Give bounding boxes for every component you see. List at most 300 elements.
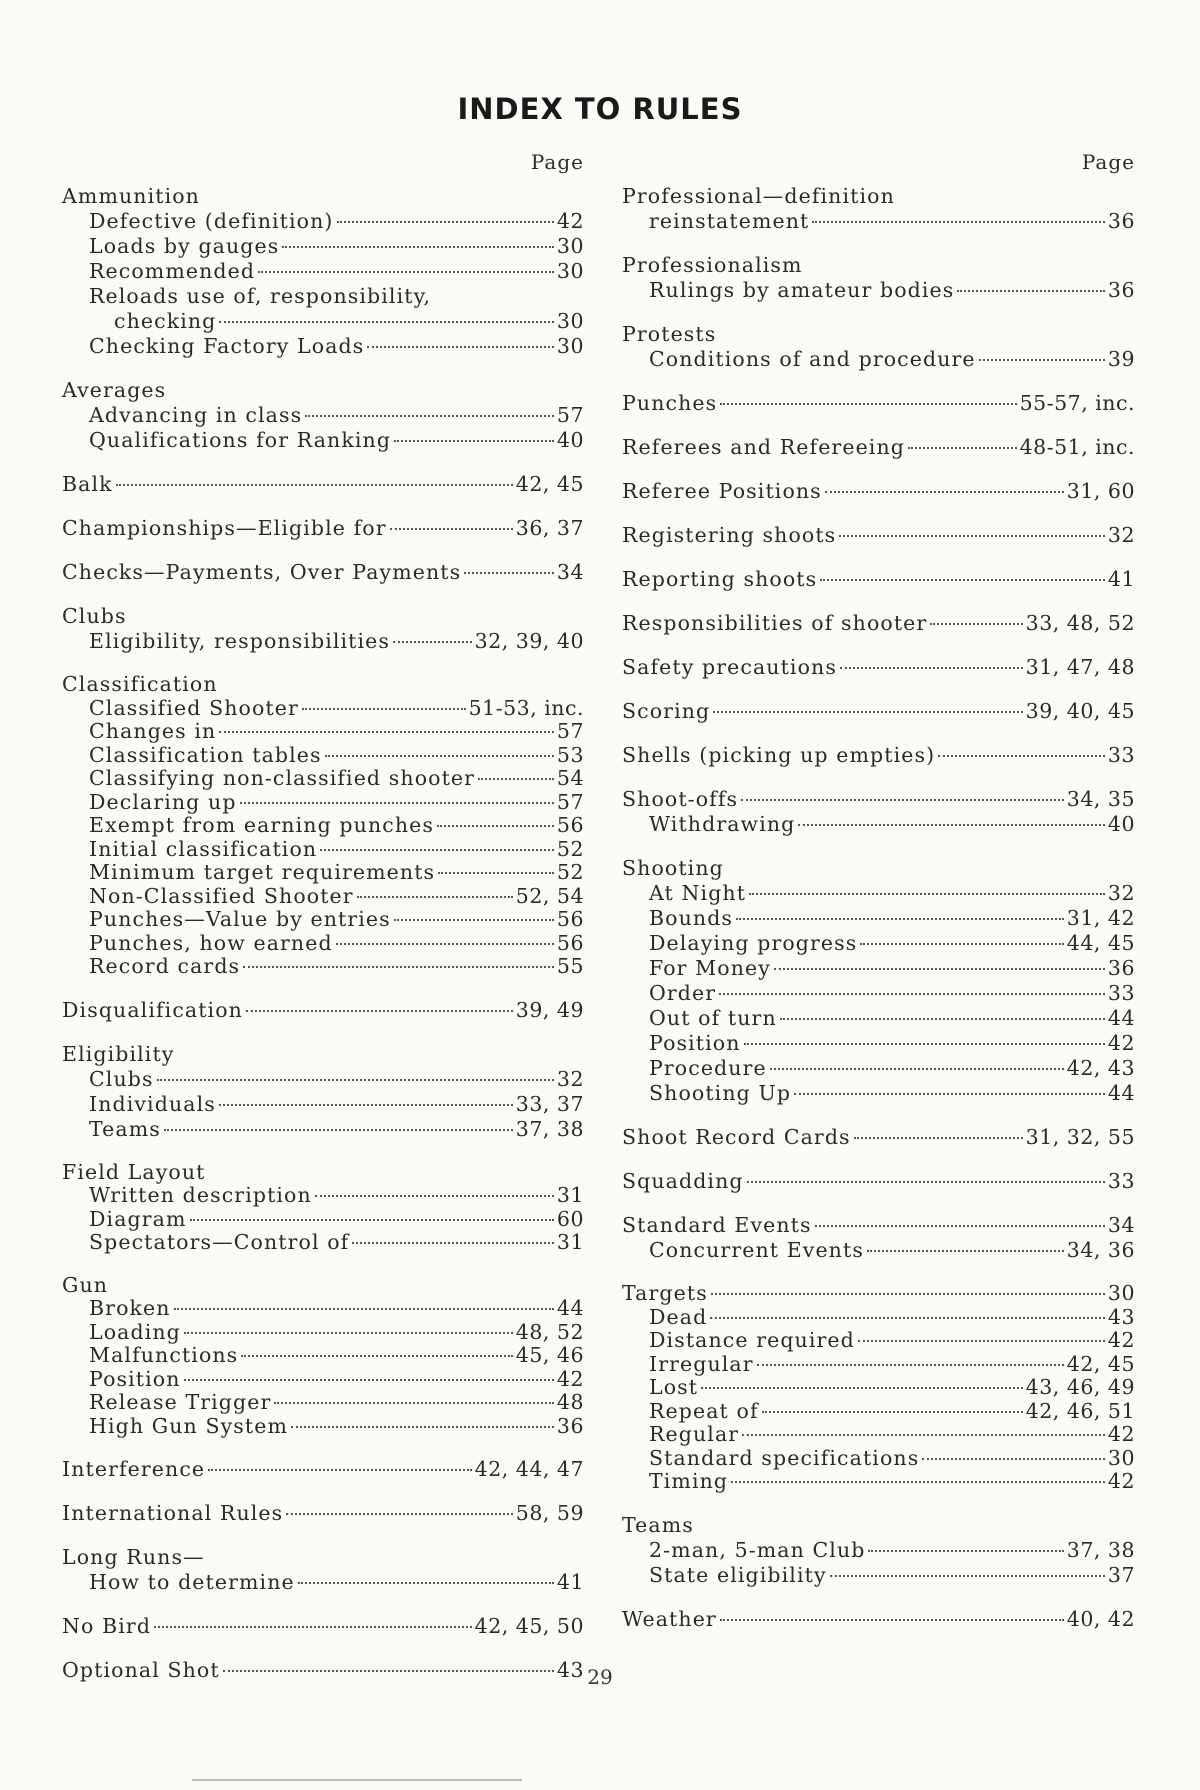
index-section <box>62 1161 584 1255</box>
dot-leader <box>174 1308 554 1310</box>
entry-text: Shooting Up <box>649 1081 792 1105</box>
entry-text: Punches, how earned <box>89 930 333 955</box>
entry-text: Order <box>649 981 717 1005</box>
index-entry <box>62 378 584 403</box>
entry-page-ref: 56 <box>556 813 584 837</box>
entry-page-ref: 36 <box>1107 956 1135 980</box>
index-subentry <box>62 861 584 885</box>
index-subentry <box>62 955 584 979</box>
entry-text: Shooting <box>622 856 724 880</box>
index-section <box>62 604 584 654</box>
index-entry <box>62 1457 584 1482</box>
entry-text: Interference <box>62 1457 206 1481</box>
entry-page-ref: 42, 44, 47 <box>474 1457 584 1481</box>
entry-text: Checking Factory Loads <box>89 334 365 358</box>
dot-leader <box>274 1402 554 1404</box>
entry-page-ref: 41 <box>1107 567 1135 591</box>
entry-text: Position <box>649 1031 741 1055</box>
entry-page-ref: 36 <box>1107 209 1135 233</box>
entry-page-ref: 39, 40, 45 <box>1025 699 1135 723</box>
index-entry <box>622 1282 1135 1306</box>
index-column-left <box>62 150 584 1702</box>
index-subentry <box>62 1184 584 1208</box>
index-subentry <box>622 1238 1135 1263</box>
entry-page-ref: 37 <box>1107 1562 1135 1587</box>
entry-text: Standard specifications <box>649 1445 920 1470</box>
entry-text: Field Layout <box>62 1159 206 1184</box>
index-section <box>622 435 1135 460</box>
entry-page-ref: 40 <box>1107 812 1135 836</box>
entry-text: Reporting shoots <box>622 567 818 591</box>
dot-leader <box>437 825 554 827</box>
entry-text: Gun <box>62 1272 109 1297</box>
dot-leader <box>701 1387 1023 1389</box>
entry-text: Clubs <box>62 604 127 628</box>
index-entry <box>622 699 1135 724</box>
dot-leader <box>116 484 513 486</box>
index-subentry <box>62 791 584 815</box>
entry-page-ref: 37, 38 <box>515 1116 584 1141</box>
entry-page-ref: 52 <box>556 836 584 861</box>
index-entry <box>62 472 584 497</box>
entry-page-ref: 42, 45 <box>1066 1351 1135 1376</box>
dot-leader <box>736 918 1064 920</box>
entry-text: Reloads use of, responsibility, <box>89 284 432 308</box>
index-subentry <box>622 1329 1135 1353</box>
index-section <box>622 1169 1135 1194</box>
index-section <box>62 1501 584 1526</box>
index-subentry <box>62 403 584 428</box>
index-subentry <box>62 1415 584 1439</box>
entry-page-ref: 48, 52 <box>515 1319 584 1344</box>
entry-text: Referees and Refereeing <box>622 435 905 459</box>
entry-text: Regular <box>649 1422 740 1446</box>
dot-leader <box>390 528 513 530</box>
entry-text: Classifying non-classified shooter <box>89 766 476 790</box>
entry-page-ref: 42, 43 <box>1066 1056 1135 1080</box>
index-subentry <box>62 1570 584 1595</box>
entry-text: Ammunition <box>62 184 200 208</box>
dot-leader <box>336 943 554 945</box>
index-section <box>622 1513 1135 1588</box>
dot-leader <box>854 1137 1023 1139</box>
dot-leader <box>812 221 1105 223</box>
index-entry <box>622 253 1135 278</box>
entry-text: Conditions of and procedure <box>649 347 976 371</box>
index-entry <box>622 322 1135 347</box>
entry-text: Bounds <box>649 906 734 930</box>
entry-text: Individuals <box>89 1091 216 1116</box>
index-subentry <box>62 767 584 791</box>
index-section <box>62 673 584 979</box>
dot-leader <box>780 1018 1105 1020</box>
entry-text: Minimum target requirements <box>89 860 436 884</box>
entry-text: Defective (definition) <box>89 209 334 233</box>
dot-leader <box>367 346 554 348</box>
index-subentry <box>62 1344 584 1368</box>
index-section <box>62 1274 584 1439</box>
entry-text: Teams <box>89 1116 161 1141</box>
dot-leader <box>839 535 1105 537</box>
index-entry <box>62 673 584 697</box>
entry-page-ref: 31 <box>556 1183 584 1207</box>
entry-page-ref: 31, 47, 48 <box>1025 655 1135 679</box>
entry-text: Concurrent Events <box>649 1238 864 1262</box>
dot-leader <box>747 1181 1105 1183</box>
dot-leader <box>713 711 1022 713</box>
index-subentry <box>62 284 584 309</box>
index-section <box>622 1282 1135 1494</box>
index-subentry <box>622 278 1135 303</box>
index-subentry <box>622 1563 1135 1588</box>
entry-text: Punches—Value by entries <box>89 907 391 931</box>
dot-leader <box>320 849 554 851</box>
entry-text: Scoring <box>622 699 711 723</box>
entry-page-ref: 33 <box>1107 743 1135 767</box>
dot-leader <box>979 359 1105 361</box>
entry-page-ref: 45, 46 <box>515 1343 584 1367</box>
index-subentry <box>62 428 584 453</box>
dot-leader <box>208 1469 472 1471</box>
index-section <box>62 1545 584 1595</box>
dot-leader <box>394 919 554 921</box>
dot-leader <box>820 579 1105 581</box>
entry-text: Initial classification <box>89 836 318 861</box>
index-section <box>622 655 1135 680</box>
entry-text: Loads by gauges <box>89 234 280 258</box>
entry-text: 2-man, 5-man Club <box>649 1537 866 1562</box>
entry-page-ref: 60 <box>556 1206 584 1231</box>
index-section <box>622 743 1135 768</box>
index-entry <box>622 1607 1135 1632</box>
entry-page-ref: 34, 36 <box>1066 1238 1135 1262</box>
dot-leader <box>286 1513 513 1515</box>
entry-text: Procedure <box>649 1056 767 1080</box>
entry-text: Balk <box>62 472 113 496</box>
dot-leader <box>219 1104 513 1106</box>
entry-page-ref: 43, 46, 49 <box>1025 1375 1135 1399</box>
entry-text: checking <box>114 309 217 333</box>
index-subentry <box>62 838 584 862</box>
dot-leader <box>164 1129 513 1131</box>
index-section <box>622 322 1135 372</box>
dot-leader <box>908 447 1017 449</box>
entry-page-ref: 42, 45, 50 <box>474 1614 584 1638</box>
entry-page-ref: 52, 54 <box>515 883 584 908</box>
dot-leader <box>858 1340 1105 1342</box>
dot-leader <box>282 246 554 248</box>
dot-leader <box>357 896 513 898</box>
entry-text: Weather <box>622 1606 717 1631</box>
entry-text: Targets <box>622 1281 708 1305</box>
entry-page-ref: 36 <box>556 1413 584 1438</box>
index-entry <box>622 1169 1135 1194</box>
index-subentry <box>62 744 584 768</box>
entry-text: Squadding <box>622 1169 744 1193</box>
dot-leader <box>298 1582 554 1584</box>
dot-leader <box>337 221 554 223</box>
entry-page-ref: 33 <box>1107 981 1135 1005</box>
entry-page-ref: 44 <box>1107 1081 1135 1105</box>
dot-leader <box>741 799 1064 801</box>
entry-text: Distance required <box>649 1328 855 1352</box>
dot-leader <box>731 1481 1105 1483</box>
entry-page-ref: 40 <box>556 428 584 452</box>
dot-leader <box>190 1219 554 1221</box>
entry-text: Professionalism <box>622 253 803 277</box>
index-section <box>622 1607 1135 1632</box>
page-column-header: Page <box>1081 150 1135 174</box>
dot-leader <box>868 1550 1063 1552</box>
entry-text: International Rules <box>62 1501 284 1525</box>
index-section <box>62 472 584 497</box>
index-entry <box>622 655 1135 680</box>
dot-leader <box>830 1575 1105 1577</box>
index-subentry <box>62 234 584 259</box>
index-subentry <box>62 1391 584 1415</box>
index-entry <box>62 1274 584 1298</box>
dot-leader <box>744 1043 1105 1045</box>
entry-page-ref: 42 <box>1107 1422 1135 1446</box>
entry-text: Clubs <box>89 1066 154 1091</box>
index-subentry <box>622 1306 1135 1330</box>
entry-page-ref: 57 <box>556 719 584 743</box>
entry-page-ref: 34 <box>1107 1213 1135 1237</box>
index-subentry <box>622 812 1135 837</box>
dot-leader <box>219 731 554 733</box>
entry-page-ref: 39 <box>1107 347 1135 371</box>
entry-page-ref: 43 <box>1107 1304 1135 1329</box>
entry-text: Optional Shot <box>62 1658 220 1682</box>
dot-leader <box>305 415 554 417</box>
entry-text: At Night <box>649 881 747 905</box>
entry-page-ref: 44 <box>556 1296 584 1320</box>
index-section <box>622 787 1135 837</box>
entry-page-ref: 53 <box>556 742 584 767</box>
entry-text: reinstatement <box>649 209 810 233</box>
entry-page-ref: 42, 46, 51 <box>1025 1398 1135 1423</box>
entry-page-ref: 48-51, inc. <box>1019 435 1135 459</box>
entry-text: Professional—definition <box>622 184 895 208</box>
index-subentry <box>62 1092 584 1117</box>
entry-text: Protests <box>622 322 717 346</box>
entry-text: Eligibility, responsibilities <box>89 629 391 653</box>
entry-page-ref: 30 <box>1107 1445 1135 1470</box>
index-section <box>622 479 1135 504</box>
entry-page-ref: 44 <box>1107 1006 1135 1030</box>
entry-text: Safety precautions <box>622 655 837 679</box>
dot-leader <box>749 893 1105 895</box>
index-subentry <box>62 209 584 234</box>
entry-text: Recommended <box>89 259 256 283</box>
index-entry <box>622 479 1135 504</box>
dot-leader <box>794 1093 1105 1095</box>
entry-text: Lost <box>649 1375 699 1399</box>
entry-text: Long Runs— <box>62 1545 205 1569</box>
index-subentry <box>622 1400 1135 1424</box>
dot-leader <box>394 440 554 442</box>
index-subentry <box>622 906 1135 931</box>
entry-text: Standard Events <box>622 1213 812 1237</box>
index-entry <box>622 856 1135 881</box>
dot-leader <box>957 290 1105 292</box>
entry-text: State eligibility <box>649 1562 827 1587</box>
index-subentry <box>622 1353 1135 1377</box>
index-subentry <box>62 1321 584 1345</box>
index-section <box>622 567 1135 592</box>
entry-text: Diagram <box>89 1206 187 1231</box>
dot-leader <box>774 968 1105 970</box>
index-subentry <box>62 1208 584 1232</box>
dot-leader <box>742 1434 1105 1436</box>
entry-text: Qualifications for Ranking <box>89 428 392 452</box>
page-column-header: Page <box>530 150 584 174</box>
entry-text: Shoot Record Cards <box>622 1125 851 1149</box>
index-entries <box>622 184 1135 1632</box>
entry-text: Spectators—Control of <box>89 1230 350 1254</box>
index-subentry <box>62 1117 584 1142</box>
index-subentry <box>62 629 584 654</box>
entry-text: Classified Shooter <box>89 695 299 720</box>
entry-page-ref: 55 <box>556 954 584 978</box>
index-section <box>622 253 1135 303</box>
entry-page-ref: 30 <box>556 234 584 258</box>
entry-page-ref: 31 <box>556 1230 584 1254</box>
dot-leader <box>258 271 554 273</box>
entry-text: Disqualification <box>62 997 243 1022</box>
index-entry <box>622 1513 1135 1538</box>
index-entry <box>622 1213 1135 1238</box>
index-subentry <box>622 1031 1135 1056</box>
index-subentry <box>622 881 1135 906</box>
index-section <box>622 699 1135 724</box>
page-number: 29 <box>587 1665 613 1689</box>
index-subentry <box>622 956 1135 981</box>
index-subentry <box>622 1470 1135 1494</box>
entry-text: Broken <box>89 1296 171 1320</box>
index-subentry <box>62 1067 584 1092</box>
entry-text: Declaring up <box>89 789 237 814</box>
dot-leader <box>930 623 1022 625</box>
index-subentry <box>62 720 584 744</box>
index-subentry <box>62 334 584 359</box>
dot-leader <box>710 1317 1105 1319</box>
index-section <box>62 1457 584 1482</box>
entry-page-ref: 34 <box>556 560 584 584</box>
index-subentry <box>622 1447 1135 1471</box>
entry-text: How to determine <box>89 1570 295 1594</box>
dot-leader <box>184 1379 554 1381</box>
dot-leader <box>840 667 1023 669</box>
entry-page-ref: 55-57, inc. <box>1019 391 1135 415</box>
index-subentry <box>62 814 584 838</box>
entry-page-ref: 44, 45 <box>1066 931 1135 955</box>
dot-leader <box>325 755 554 757</box>
entry-text: Irregular <box>649 1351 754 1376</box>
entry-text: Repeat of <box>649 1398 759 1423</box>
dot-leader <box>770 1068 1064 1070</box>
index-subentry <box>622 1006 1135 1031</box>
index-subentry <box>62 932 584 956</box>
dot-leader <box>478 778 554 780</box>
entry-text: Written description <box>89 1183 312 1207</box>
entry-page-ref: 42 <box>1107 1328 1135 1352</box>
entry-text: Registering shoots <box>622 523 837 547</box>
entry-text: Eligibility <box>62 1041 175 1066</box>
dot-leader <box>246 1010 513 1012</box>
entry-page-ref: 48 <box>556 1390 584 1414</box>
entry-page-ref: 57 <box>556 789 584 814</box>
dot-leader <box>184 1332 513 1334</box>
footer-rule <box>192 1779 522 1781</box>
dot-leader <box>157 1079 554 1081</box>
entry-page-ref: 42 <box>1107 1031 1135 1055</box>
entry-text: Averages <box>62 378 167 402</box>
index-section <box>62 998 584 1023</box>
index-entry <box>622 567 1135 592</box>
dot-leader <box>352 1242 554 1244</box>
index-subentry <box>62 309 584 334</box>
index-entry <box>62 1501 584 1526</box>
index-entry <box>622 184 1135 209</box>
entry-text: Dead <box>649 1304 708 1329</box>
entry-page-ref: 43 <box>556 1658 584 1682</box>
index-subentry <box>62 259 584 284</box>
index-section <box>622 611 1135 636</box>
entry-text: Malfunctions <box>89 1343 239 1367</box>
index-section <box>62 184 584 359</box>
entry-text: Position <box>89 1366 181 1391</box>
entry-page-ref: 41 <box>556 1570 584 1594</box>
entry-text: Timing <box>649 1469 729 1493</box>
entry-text: Non-Classified Shooter <box>89 883 354 908</box>
index-subentry <box>62 1231 584 1255</box>
entry-text: Championships—Eligible for <box>62 516 387 540</box>
entry-text: Shoot-offs <box>622 787 739 811</box>
dot-leader <box>302 708 466 710</box>
entry-text: Release Trigger <box>89 1390 272 1414</box>
index-section <box>62 516 584 541</box>
entry-page-ref: 30 <box>556 259 584 283</box>
index-subentry <box>622 347 1135 372</box>
index-entry <box>622 787 1135 812</box>
index-subentry <box>62 908 584 932</box>
entry-page-ref: 42, 45 <box>515 472 584 496</box>
dot-leader <box>825 491 1064 493</box>
entry-text: Teams <box>622 1512 694 1537</box>
entry-page-ref: 57 <box>556 403 584 427</box>
entry-page-ref: 56 <box>556 907 584 931</box>
entry-page-ref: 36 <box>1107 278 1135 302</box>
dot-leader <box>291 1426 554 1428</box>
index-section <box>622 184 1135 234</box>
entry-text: Delaying progress <box>649 931 858 955</box>
index-section <box>622 1213 1135 1263</box>
index-entry <box>62 560 584 585</box>
index-entry <box>622 391 1135 416</box>
entry-page-ref: 36, 37 <box>515 516 584 540</box>
entry-page-ref: 40, 42 <box>1066 1606 1135 1631</box>
entry-text: Responsibilities of shooter <box>622 611 928 635</box>
dot-leader <box>762 1411 1023 1413</box>
dot-leader <box>438 872 554 874</box>
index-subentry <box>622 1056 1135 1081</box>
entry-page-ref: 30 <box>1107 1281 1135 1305</box>
index-entry <box>622 743 1135 768</box>
index-subentry <box>622 1376 1135 1400</box>
entry-page-ref: 31, 42 <box>1066 906 1135 930</box>
dot-leader <box>154 1626 472 1628</box>
